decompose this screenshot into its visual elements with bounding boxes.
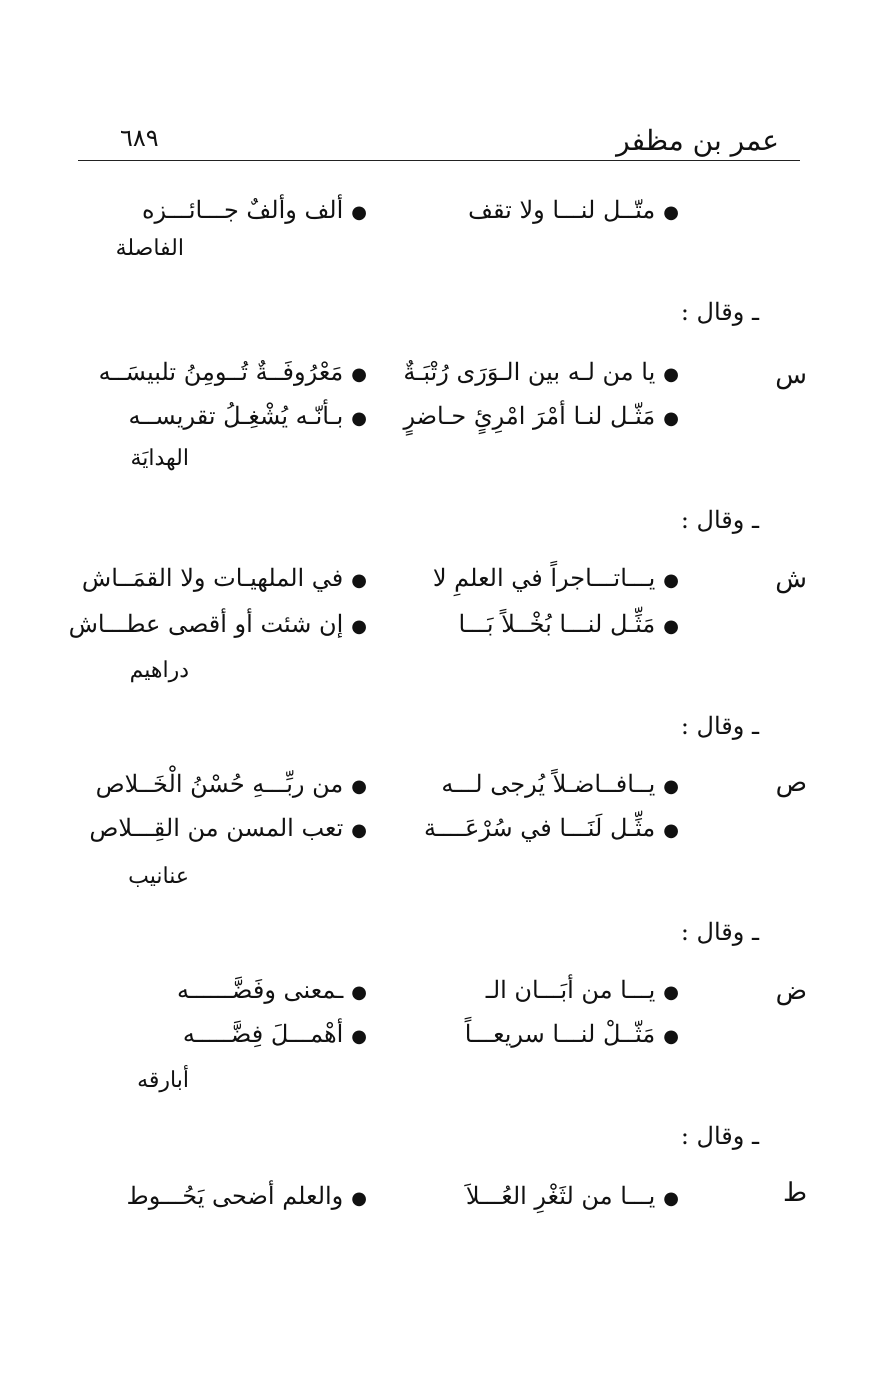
verse-first-hemistich: ●مَثّــلْ لنـــا سريعـــاً (464, 1020, 679, 1048)
verse-second-hemistich: ●مَعْرُوفَــةٌ تُــومِنُ تلبيسَــه (98, 358, 367, 386)
page-number: ٦٨٩ (120, 124, 159, 152)
running-header-title: عمر بن مظفر (616, 124, 779, 157)
bullet-icon: ● (351, 776, 367, 797)
verse-second-hemistich: ●بـأنّـه يُشْغِـلُ تقريســه (128, 402, 367, 430)
bullet-icon: ● (351, 820, 367, 841)
bullet-icon: ● (351, 1026, 367, 1047)
bullet-icon: ● (663, 982, 679, 1003)
verse-intro: ـ وقال : (680, 506, 759, 534)
verse-first-hemistich: ●يـــا من لثَغْرِ العُـــلاَ (465, 1182, 679, 1210)
verse-second-hemistich: ●تعب المسن من القِـــلاص (89, 814, 367, 842)
bullet-icon: ● (351, 982, 367, 1003)
verse-second-hemistich: ●ألف وألفٌ جـــائـــزه (141, 196, 367, 224)
rhyme-letter: ض (775, 976, 807, 1006)
verse-first-hemistich: ●يـــاتـــاجراً في العلمِ لا (432, 564, 679, 592)
verse-second-hemistich: ●ـمعنى وفَضَّــــــه (176, 976, 367, 1004)
bullet-icon: ● (663, 776, 679, 797)
bullet-icon: ● (351, 364, 367, 385)
verse-first-hemistich: ●يا من لـه بين الـوَرَى رُتْبَـةٌ (403, 358, 679, 386)
bullet-icon: ● (663, 202, 679, 223)
verse-first-hemistich: ●يــافــاضـلاً يُرجى لـــه (441, 770, 679, 798)
header-rule (78, 160, 800, 161)
verse-second-hemistich: ●أهْمـــلَ فِضَّـــــه (182, 1020, 367, 1048)
riddle-answer: دراهيم (129, 658, 189, 683)
verse-second-hemistich: ●من ربِّـــهِ حُسْنُ الْخَــلاص (95, 770, 367, 798)
bullet-icon: ● (663, 570, 679, 591)
rhyme-letter: ص (775, 768, 807, 798)
bullet-icon: ● (351, 202, 367, 223)
riddle-answer: عنانيب (128, 864, 189, 889)
bullet-icon: ● (663, 364, 679, 385)
riddle-answer: أبارقه (137, 1068, 189, 1093)
bullet-icon: ● (663, 616, 679, 637)
verse-first-hemistich: ●متّــل لنـــا ولا تقف (468, 196, 679, 224)
verse-intro: ـ وقال : (680, 298, 759, 326)
verse-intro: ـ وقال : (680, 1122, 759, 1150)
verse-first-hemistich: ●مَثِّـل لنـــا بُخْــلاً بَـــا (458, 610, 679, 638)
bullet-icon: ● (351, 1188, 367, 1209)
bullet-icon: ● (663, 408, 679, 429)
bullet-icon: ● (663, 820, 679, 841)
rhyme-letter: ش (775, 564, 807, 594)
verse-intro: ـ وقال : (680, 918, 759, 946)
bullet-icon: ● (351, 616, 367, 637)
verse-second-hemistich: ●إن شئت أو أقصى عطـــاش (68, 610, 367, 638)
rhyme-letter: ط (782, 1178, 807, 1208)
bullet-icon: ● (351, 408, 367, 429)
verse-first-hemistich: ●مثِّـل لَنَـــا في سُرْعَــــة (423, 814, 679, 842)
verse-first-hemistich: ●مَثّـل لنـا أمْرَ امْرِئٍ حـاضرٍ (403, 402, 679, 430)
verse-second-hemistich: ●في الملهيـات ولا القمَــاش (81, 564, 367, 592)
verse-first-hemistich: ●يـــا من أبَـــان الـ (485, 976, 679, 1004)
riddle-answer: الفاصلة (115, 236, 184, 261)
bullet-icon: ● (663, 1026, 679, 1047)
riddle-answer: الهدايَة (130, 446, 189, 471)
verse-second-hemistich: ●والعلم أضحى يَحُـــوط (126, 1182, 367, 1210)
rhyme-letter: س (775, 360, 807, 390)
bullet-icon: ● (663, 1188, 679, 1209)
bullet-icon: ● (351, 570, 367, 591)
verse-intro: ـ وقال : (680, 712, 759, 740)
